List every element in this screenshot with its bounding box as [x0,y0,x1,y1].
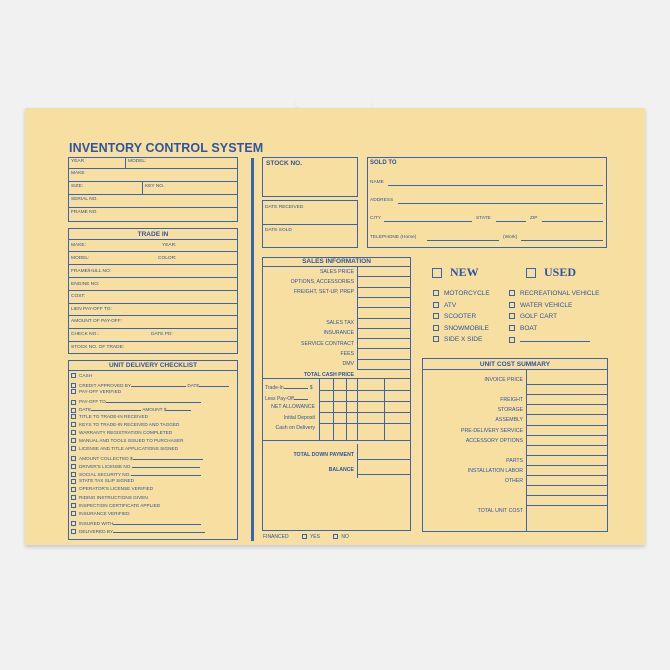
checklist-item[interactable] [71,527,205,535]
checkbox[interactable] [71,464,76,469]
vehicle-type-option[interactable]: SIDE X SIDE [433,336,482,343]
checklist-item-label: CASH [79,373,93,378]
checkbox[interactable] [71,373,76,378]
serial-no-label: SERIAL NO. [71,197,98,202]
checklist-item[interactable] [71,478,134,484]
size-label: SIZE: [71,184,83,189]
used-option[interactable]: USED [526,265,576,280]
net-allowance-label: NET ALLOWANCE [271,404,315,410]
address-label: ADDRESS [370,198,394,203]
checklist-item[interactable] [71,486,153,492]
frame-no-label: FRAME NO. [71,210,98,215]
sold-to-heading: SOLD TO [370,160,397,166]
trade-engine-label: ENGINE NO: [71,282,100,287]
zip-label: ZIP [530,216,538,221]
sales-row-label: FEES [340,350,354,357]
unit-cost-heading: UNIT COST SUMMARY [479,361,551,368]
checkbox[interactable] [71,495,76,500]
checklist-item-label: STATE TAX SLIP SIGNED [79,478,135,484]
checklist-item[interactable] [71,414,148,420]
checklist-item[interactable] [71,422,179,428]
checklist-item[interactable] [71,397,201,405]
trade-color-label: COLOR: [158,256,177,261]
sales-row-label: OPTIONS, ACCESSORIES [290,278,354,285]
checkbox[interactable] [71,487,76,492]
checklist-item[interactable] [71,462,200,470]
checklist-item-label: SOCIAL SECURITY NO. [79,472,131,478]
less-payoff-label: Less Pay-Off [265,394,308,402]
trade-year-label: YEAR: [162,243,177,248]
trade-model-label: MODEL: [71,256,90,261]
vehicle-type-option[interactable]: SCOOTER [433,313,476,320]
cost-row-label: OTHER [504,478,523,484]
trade-cost-label: COST: [71,294,86,299]
checklist-item-label: AMOUNT COLLECTED $ [79,456,133,461]
state-label: STATE [476,216,491,221]
cost-row-label: ACCESSORY OPTIONS [465,437,523,444]
checklist-item-label: MANUAL AND TOOLS ISSUED TO PURCHASER [79,437,184,443]
trade-lien-label: LIEN PAY-OFF TO: [71,307,112,312]
checkbox[interactable] [71,446,76,451]
checklist-item[interactable]: CREDIT APPROVED BY DATE [71,381,229,389]
checklist-item-label: KEYS TO TRADE-IN RECEIVED AND TAGGED [79,421,180,427]
cost-row-label: INSTALLATION LABOR [467,467,523,474]
trade-stockno-label: STOCK NO. OF TRADE: [71,345,125,350]
checklist-item-label: TITLE TO TRADE-IN RECEIVED [79,413,149,419]
trade-amount-label: AMOUNT OF PAY-OFF: [71,319,122,324]
initial-deposit-label: Initial Deposit [283,415,315,421]
sales-row-label: SALES TAX [326,320,354,326]
cost-row-label: INVOICE PRICE [484,377,523,383]
checkbox[interactable] [71,479,76,484]
vehicle-type-option[interactable] [509,336,590,344]
vehicle-type-option[interactable]: WATER VEHICLE [509,302,572,309]
checkbox[interactable] [71,400,76,405]
checklist-item-label: DRIVER'S LICENSE NO. [79,464,132,470]
checklist-item[interactable] [71,389,121,395]
checklist-item[interactable] [71,470,201,478]
key-no-label: KEY NO. [145,184,165,189]
vehicle-type-option[interactable]: ATV [433,302,456,309]
cost-row-label: PARTS [506,457,523,464]
model-label: MODEL: [128,159,147,164]
balance-label: BALANCE [328,467,354,473]
checkbox[interactable] [71,456,76,461]
year-label: YEAR [71,159,85,164]
vehicle-type-option[interactable]: RECREATIONAL VEHICLE [509,290,599,297]
checklist-item-label: WARRANTY REGISTRATION COMPLETED [79,429,173,435]
telephone-label: TELEPHONE (Home) [370,235,417,240]
name-label: NAME [370,180,384,185]
cost-row-label: TOTAL UNIT COST [477,508,523,515]
date-sold-label: DATE SOLD [265,228,292,233]
date-received-label: DATE RECEIVED [265,205,304,210]
checkbox[interactable] [71,383,76,388]
checklist-item-label: INSPECTION CERTIFICATE APPLIED [79,502,161,508]
checklist-item-label: DELIVERED BY [79,528,114,534]
checklist-item[interactable] [71,430,172,436]
checklist-item-label: RIDING INSTRUCTIONS GIVEN [79,494,148,500]
checklist-item[interactable] [71,511,130,517]
checklist-item[interactable] [71,454,203,462]
cost-row-label: ASSEMBLY [495,417,523,424]
sales-row-label: SERVICE CONTRACT [301,340,354,347]
checklist-item[interactable] [71,503,160,509]
vehicle-type-option[interactable]: BOAT [509,325,537,332]
checkbox[interactable] [71,511,76,516]
checkbox[interactable] [71,529,76,534]
checklist-item[interactable] [71,519,201,527]
trade-in-line-label: Trade-In $ [265,385,313,391]
stock-no-label: STOCK NO. [266,160,302,167]
vehicle-type-option[interactable]: GOLF CART [509,313,557,320]
checkbox[interactable] [71,430,76,435]
work-label: (Work) [503,235,518,240]
checklist-item-label: INSURED WITH [79,520,114,526]
vehicle-type-option[interactable]: SNOWMOBILE [433,325,489,332]
cost-row-label: STORAGE [497,407,523,414]
cost-row-label: FREIGHT [500,397,523,404]
total-down-payment-label: TOTAL DOWN PAYMENT [293,452,354,458]
sales-row-label: INSURANCE [323,330,354,337]
trade-frame-label: FRAME/HULL NO: [71,269,112,274]
checklist-item-label: PAY-OFF TO [79,399,106,405]
checkbox[interactable] [71,389,76,394]
checkbox[interactable] [71,422,76,427]
checklist-item-label: CREDIT APPROVED BY [79,383,132,389]
checklist-item-label: LICENSE AND TITLE APPLICATIONS SIGNED [79,445,179,451]
sales-row-label: SALES PRICE [319,268,354,275]
vehicle-type-option[interactable]: MOTORCYCLE [433,290,490,297]
trade-datepd-label: DATE PD: [151,332,173,337]
checklist-item-label: INSURANCE VERIFIED [79,510,130,516]
column-divider [251,158,254,541]
cash-on-delivery-label: Cash on Delivery [275,425,315,431]
checklist-heading: UNIT DELIVERY CHECKLIST [108,362,198,369]
financed-row: FINANCED YES NO [263,534,349,540]
city-label: CITY [370,216,381,221]
checklist-item[interactable] [71,438,183,444]
cost-row-label: PRE-DELIVERY SERVICE [461,427,523,434]
page-title: INVENTORY CONTROL SYSTEM [69,141,264,155]
make-label: MAKE [71,171,85,176]
trade-check-label: CHECK NO.: [71,332,99,337]
checkbox[interactable] [71,414,76,419]
checklist-item[interactable] [71,495,148,501]
checkbox[interactable] [71,472,76,477]
trade-in-heading: TRADE IN [137,231,169,238]
checklist-item[interactable] [71,446,178,452]
checkbox[interactable] [71,521,76,526]
checklist-item-label: DATE [79,407,92,413]
trade-make-label: MAKE: [71,243,86,248]
checkbox[interactable] [71,503,76,508]
checklist-item[interactable]: DATE AMOUNT $ [71,405,191,413]
total-cash-price-label: TOTAL CASH PRICE [303,372,354,378]
sales-row-label: DMV [342,361,354,368]
sales-info-heading: SALES INFORMATION [302,258,371,265]
checkbox[interactable] [71,408,76,413]
checklist-item-label: OPERATOR'S LICENSE VERIFIED [79,486,154,492]
checklist-item-label: PAY-OFF VERIFIED [79,389,122,395]
sales-row-label: FREIGHT, SET-UP, PREP [293,289,354,296]
checklist-item[interactable] [71,373,92,379]
checkbox[interactable] [71,438,76,443]
new-option[interactable]: NEW [432,265,479,280]
